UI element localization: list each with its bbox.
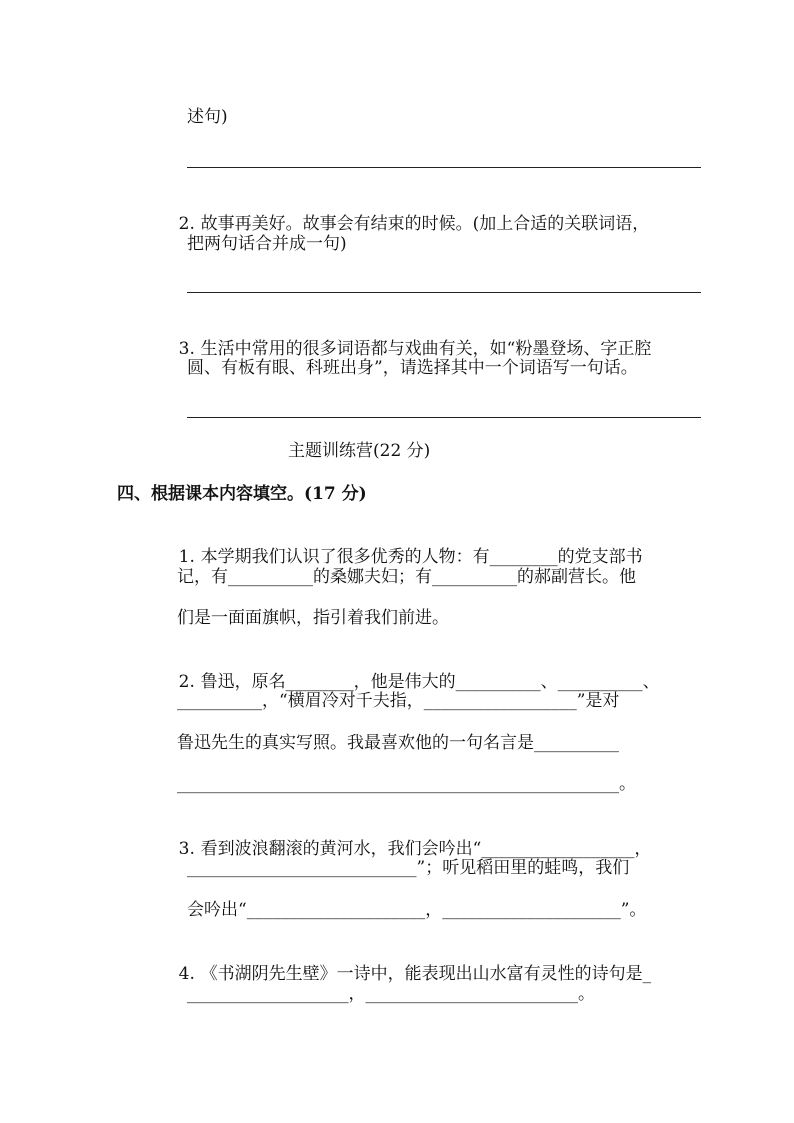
- question-text[interactable]: 看到波浪翻滚的黄河水，我们会吟出“__________________，: [200, 839, 652, 859]
- question-text: 故事再美好。故事会有结束的时候。(加上合适的关联词语，: [200, 214, 650, 234]
- prev-question-tail: 述句): [187, 107, 228, 127]
- question-text[interactable]: 《书湖阴先生壁》一诗中，能表现出山水富有灵性的诗句是_: [200, 964, 652, 984]
- question-text-continued: 们是一面面旗帜，指引着我们前进。: [177, 608, 449, 628]
- question-text-continued[interactable]: ___________________，_________________________。: [187, 984, 595, 1004]
- answer-line[interactable]: [187, 292, 701, 293]
- question-text-continued[interactable]: 会吟出“_____________________，_____________________”。: [187, 900, 647, 920]
- question-text-continued[interactable]: ___________________________”；听见稻田里的蛙鸣，我们: [187, 858, 630, 878]
- answer-line[interactable]: [187, 417, 701, 418]
- question-text-continued: 把两句话合并成一句): [187, 234, 347, 254]
- section-heading: 四、根据课本内容填空。(17 分): [117, 484, 367, 504]
- section-title: 主题训练营(22 分): [288, 441, 431, 461]
- question-text-continued[interactable]: 记，有__________的桑娜夫妇；有__________的郝副营长。他: [177, 567, 636, 587]
- question-number: 2.: [178, 672, 195, 692]
- question-number: 3.: [178, 339, 195, 359]
- question-number: 1.: [178, 547, 195, 567]
- question-number: 4.: [178, 964, 195, 984]
- question-text-continued: 圆、有板有眼、科班出身”，请选择其中一个词语写一句话。: [187, 358, 638, 378]
- question-text[interactable]: 鲁迅，原名________，他是伟大的__________、__________、: [200, 672, 660, 692]
- question-text-continued[interactable]: __________，“横眉冷对千夫指，__________________”是对: [177, 691, 620, 711]
- question-number: 3.: [178, 839, 195, 859]
- question-text: 生活中常用的很多词语都与戏曲有关，如“粉墨登场、字正腔: [200, 339, 652, 359]
- question-number: 2.: [178, 214, 195, 234]
- question-text[interactable]: 本学期我们认识了很多优秀的人物：有________的党支部书: [200, 547, 643, 567]
- question-text-continued[interactable]: ____________________________________________________。: [177, 774, 636, 794]
- question-text-continued[interactable]: 鲁迅先生的真实写照。我最喜欢他的一句名言是__________: [177, 733, 619, 753]
- answer-line[interactable]: [187, 167, 701, 168]
